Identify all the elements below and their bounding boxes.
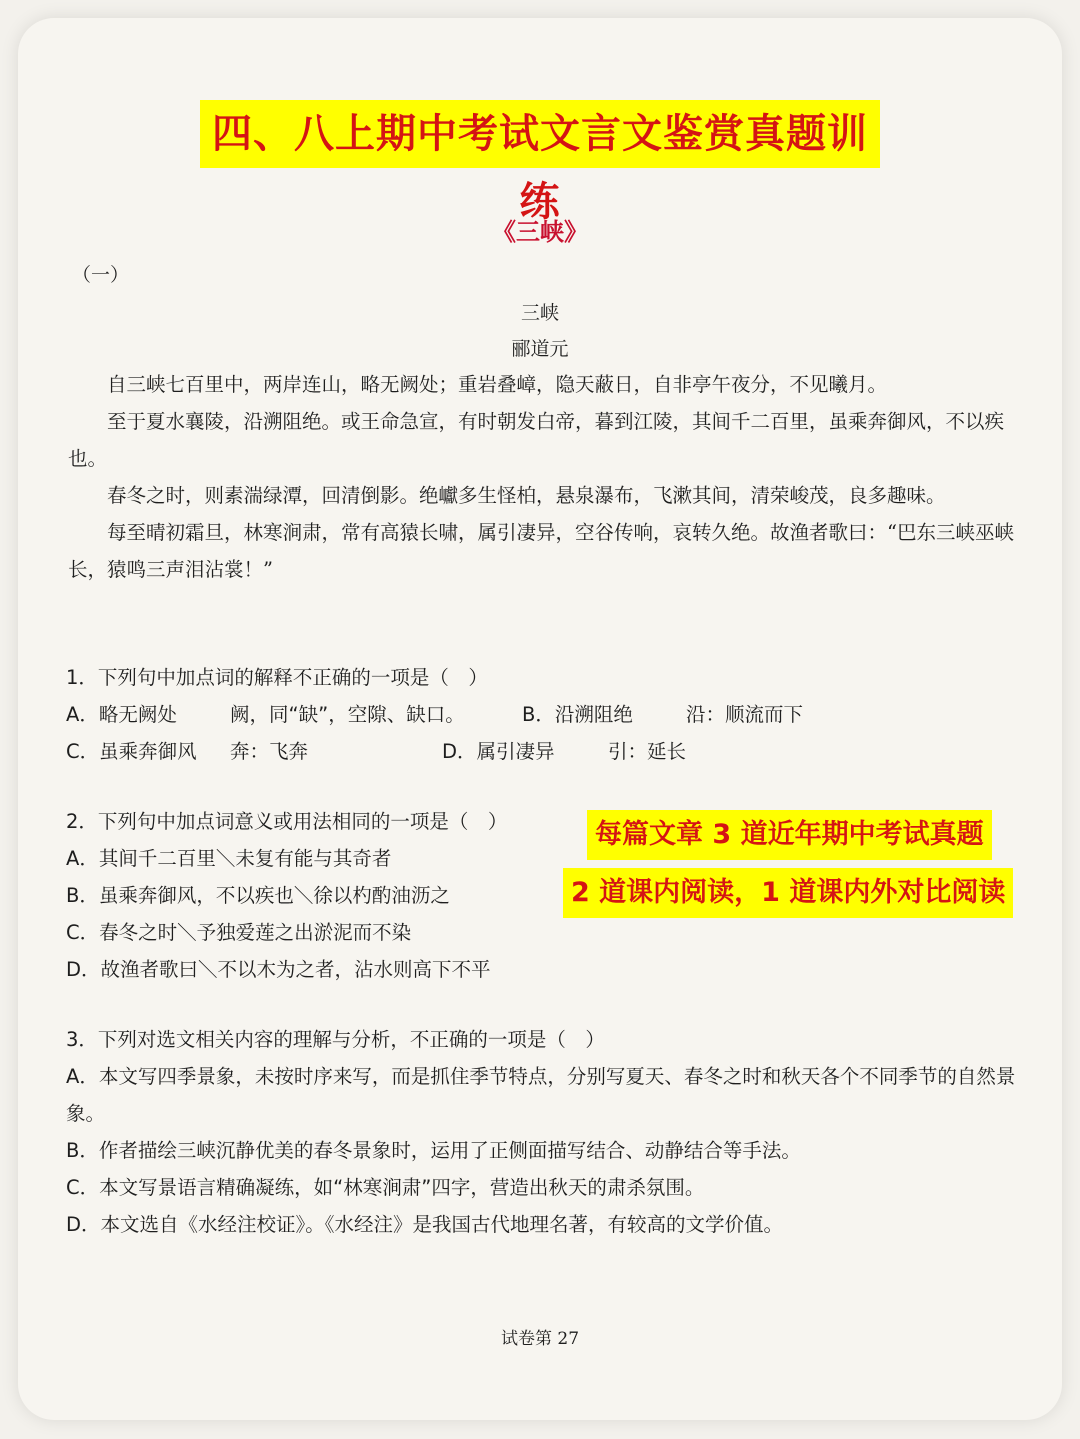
question-2 (66, 803, 586, 988)
option-a-explanation: 阙，同“缺”，空隙、缺口。 (230, 703, 465, 726)
question-3 (66, 1021, 1026, 1243)
option-b[interactable]: B．作者描绘三峡沉静优美的春冬景象时，运用了正侧面描写结合、动静结合等手法。 (66, 1139, 801, 1162)
passage-paragraph: 至于夏水襄陵，沿溯阻绝。或王命急宣，有时朝发白帝，暮到江陵，其间千二百里，虽乘奔御风，不以疾也。 (68, 410, 1005, 470)
page-number: 试卷第 27 (500, 1329, 580, 1349)
option-d[interactable]: D．故渔者歌曰＼不以木为之者，沾水则高下不平 (66, 958, 491, 981)
passage-paragraph: 自三峡七百里中，两岸连山，略无阙处；重岩叠嶂，隐天蔽日，自非亭午夜分，不见曦月。 (107, 373, 888, 396)
option-c-explanation: 奔：飞奔 (230, 740, 309, 763)
option-b-explanation: 沿：顺流而下 (686, 703, 804, 726)
option-a[interactable]: A．其间千二百里＼未复有能与其奇者 (66, 847, 392, 870)
option-d[interactable]: D．本文选自《水经注校证》。《水经注》是我国古代地理名著，有较高的文学价值。 (66, 1213, 784, 1236)
option-c[interactable]: C．虽乘奔御风 (66, 740, 197, 763)
option-c[interactable]: C．本文写景语言精确凝练，如“林寒涧肃”四字，营造出秋天的肃杀氛围。 (66, 1176, 705, 1199)
option-b[interactable]: B．沿溯阻绝 (522, 703, 633, 726)
question-stem: 2．下列句中加点词意义或用法相同的一项是（ ） (66, 810, 508, 833)
article-title: 《三峡》 (492, 217, 588, 246)
page-banner: 四、八上期中考试文言文鉴赏真题训练 (200, 100, 880, 168)
question-stem-text: 1．下列句中加点词的解释不正确的一项是（ ） (66, 666, 488, 689)
callout-question-count: 每篇文章 3 道近年期中考试真题 (587, 810, 992, 860)
option-a[interactable]: A．本文写四季景象，未按时序来写，而是抓住季节特点，分别写夏天、春冬之时和秋天各个不同季节的自然景象。 (66, 1065, 1016, 1125)
poem-passage (68, 366, 1018, 588)
question-stem (66, 659, 1026, 696)
question-stem: 3．下列对选文相关内容的理解与分析，不正确的一项是（ ） (66, 1028, 605, 1051)
option-c[interactable]: C．春冬之时＼予独爱莲之出淤泥而不染 (66, 921, 412, 944)
option-d[interactable]: D．属引凄异 (442, 740, 555, 763)
option-b[interactable]: B．虽乘奔御风，不以疾也＼徐以杓酌油沥之 (66, 884, 450, 907)
passage-paragraph: 春冬之时，则素湍绿潭，回清倒影。绝巘多生怪柏，悬泉瀑布，飞漱其间，清荣峻茂，良多趣味。 (107, 484, 946, 507)
option-row (66, 733, 1026, 770)
option-row (66, 696, 1026, 733)
section-label: （一） (72, 264, 130, 286)
passage-paragraph: 每至晴初霜旦，林寒涧肃，常有高猿长啸，属引凄异，空谷传响，哀转久绝。故渔者歌曰：“巴东三峡巫峡长，猿鸣三声泪沾裳！” (68, 521, 1014, 581)
option-a[interactable]: A．略无阙处 (66, 703, 177, 726)
question-1 (66, 659, 1026, 770)
poem-title: 三峡 (520, 302, 559, 324)
poem-author: 郦道元 (511, 338, 569, 360)
callout-reading-types: 2 道课内阅读，1 道课内外对比阅读 (563, 868, 1013, 918)
option-d-explanation: 引：延长 (608, 740, 687, 763)
